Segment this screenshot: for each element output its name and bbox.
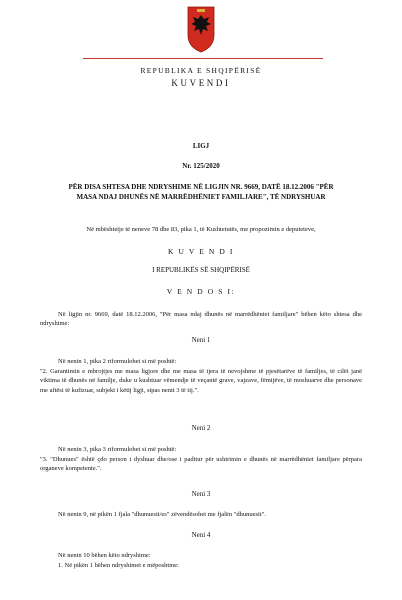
article-2-text: Në nenin 3, pika 3 riformulohet si më poshtë: xyxy=(58,446,177,453)
albanian-coat-of-arms-icon xyxy=(186,5,216,53)
article-2-heading: Neni 2 xyxy=(191,424,211,432)
law-number: Nr. 125/2020 xyxy=(182,162,220,170)
intro-paragraph: Në ligjin nr. 9669, datë 18.12.2006, "Për masa ndaj dhunës në marrëdhëniet familjare" bëhen këto shtesa dhe ndryshime: xyxy=(40,311,362,328)
article-3-text: Në nenin 9, në pikën 1 fjala "dhunuesit/es" zëvendësohet me fjalën "dhunuesit". xyxy=(58,511,266,518)
republic-subheading: I REPUBLIKËS SË SHQIPËRISË xyxy=(152,266,250,274)
law-title: PËR DISA SHTESA DHE NDRYSHIME NË LIGJIN NR. 9669, DATË 18.12.2006 "PËR MASA NDAJ DHUNËS NË MARRËDHËNIET FAMILJARE", TË NDRYSHUAR xyxy=(68,183,334,201)
kuvendi-heading: K U V E N D I xyxy=(168,247,234,256)
republic-title: REPUBLIKA E SHQIPËRISË xyxy=(140,66,262,75)
article-4-text: Në nenin 10 bëhen këto ndryshime: xyxy=(58,552,151,559)
article-1-heading: Neni 1 xyxy=(191,336,211,344)
law-type: LIGJ xyxy=(192,142,210,150)
article-2-quote: "3. "Dhunues" është çdo person i dyshuar dhe/ose i paditur për ushtrimin e dhunës në marrëdhëniet familjare përpara organeve kompetente.". xyxy=(40,456,362,473)
vendosi-heading: V E N D O S I: xyxy=(166,287,236,296)
article-3-heading: Neni 3 xyxy=(191,490,211,498)
header-divider xyxy=(83,58,323,59)
law-basis: Në mbështetje të neneve 78 dhe 83, pika 1, të Kushtetutës, me propozimin e deputeteve, xyxy=(86,226,316,233)
article-1-text: Në nenin 1, pika 2 riformulohet si më poshtë: xyxy=(58,358,177,365)
article-4-subitem: 1. Në pikën 1 bëhen ndryshimet e mëposhtme: xyxy=(58,562,179,569)
assembly-title: KUVENDI xyxy=(171,78,231,88)
article-4-heading: Neni 4 xyxy=(191,531,211,539)
article-1-quote: "2. Garantimin e mbrojtjes me masa ligjore dhe me masa të tjera të nevojshme të pjesëtarëve të familjes, të cilët janë viktima të dhunës në familje, duke u kushtuar vëmendje të veçantë grave, vajzave, fëmijëve, të moshuarve dhe personave me aftësi të kufizuar, subjekt i këtij ligji, sipas nenit 3 të tij.". xyxy=(40,368,362,394)
